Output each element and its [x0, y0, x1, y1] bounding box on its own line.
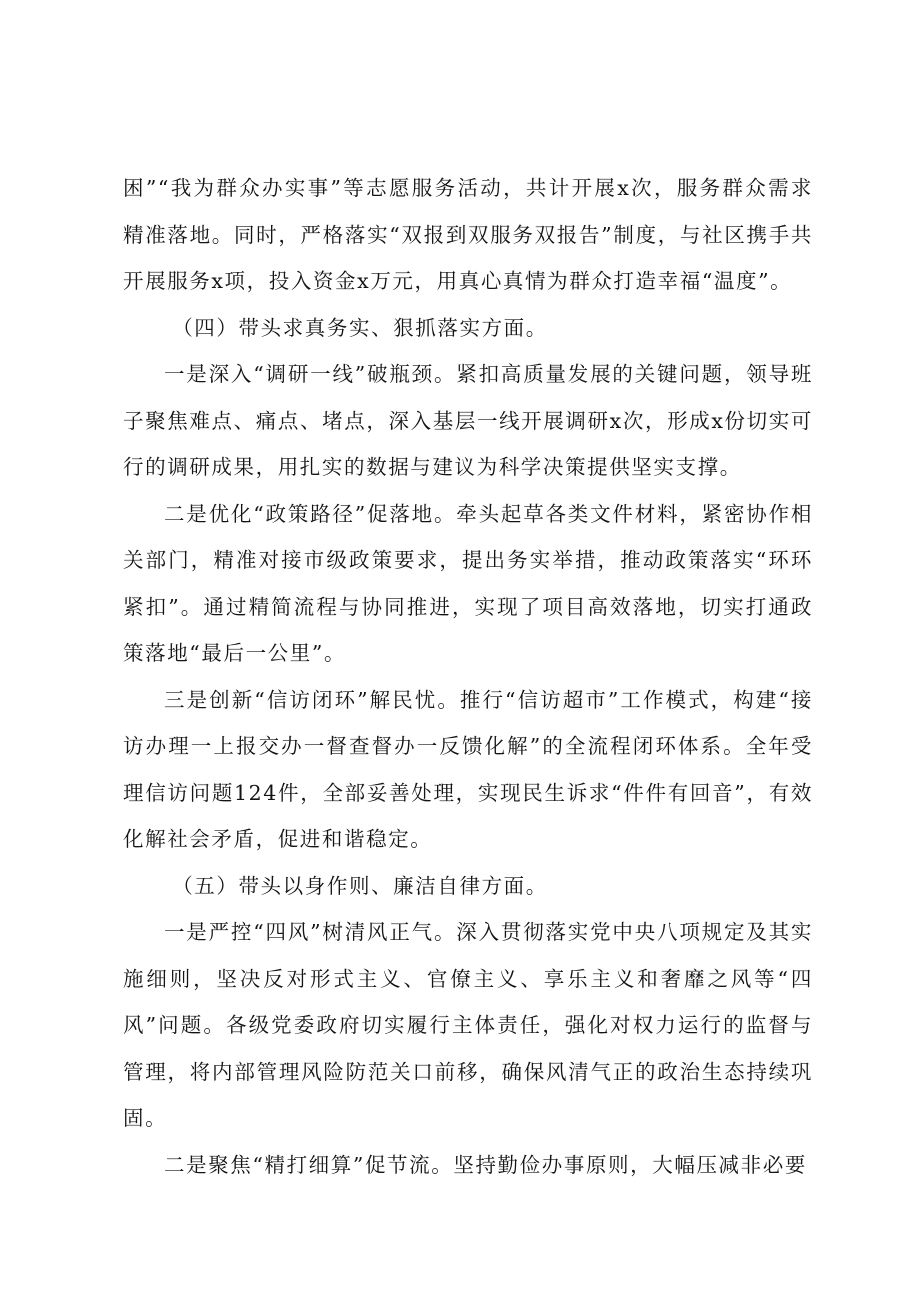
paragraph-policy: 二是优化“政策路径”促落地。牵头起草各类文件材料，紧密协作相关部门，精准对接市级政策要求，提出务实举措，推动政策落实“环环紧扣”。通过精简流程与协同推进，实现了项目高效落地，切实打通政策落地“最后一公里”。: [123, 501, 813, 665]
paragraph-frugality: 二是聚焦“精打细算”促节流。坚持勤俭办事原则，大幅压减非必要: [164, 1152, 807, 1177]
section-heading-five: （五）带头以身作则、廉洁自律方面。: [172, 873, 548, 898]
paragraph-petition: 三是创新“信访闭环”解民忧。推行“信访超市”工作模式，构建“接访办理一上报交办一督查督办一反馈化解”的全流程闭环体系。全年受理信访问题124件，全部妥善处理，实现民生诉求“件件有回音”，有效化解社会矛盾，促进和谐稳定。: [123, 687, 813, 851]
paragraph-continuation: 困”“我为群众办实事”等志愿服务活动，共计开展x次，服务群众需求精准落地。同时，严格落实“双报到双服务双报告”制度，与社区携手共开展服务x项，投入资金x万元，用真心真情为群众打造幸福“温度”。: [123, 176, 813, 293]
paragraph-four-winds: 一是严控“四风”树清风正气。深入贯彻落实党中央八项规定及其实施细则，坚决反对形式主义、官僚主义、享乐主义和奢靡之风等“四风”问题。各级党委政府切实履行主体责任，强化对权力运行的监督与管理，将内部管理风险防范关口前移，确保风清气正的政治生态持续巩固。: [123, 920, 813, 1130]
section-heading-four: （四）带头求真务实、狠抓落实方面。: [172, 315, 548, 340]
document-body: [123, 165, 813, 1188]
paragraph-research: 一是深入“调研一线”破瓶颈。紧扣高质量发展的关键问题，领导班子聚焦难点、痛点、堵点，深入基层一线开展调研x次，形成x份切实可行的调研成果，用扎实的数据与建议为科学决策提供坚实支撑。: [123, 362, 813, 479]
